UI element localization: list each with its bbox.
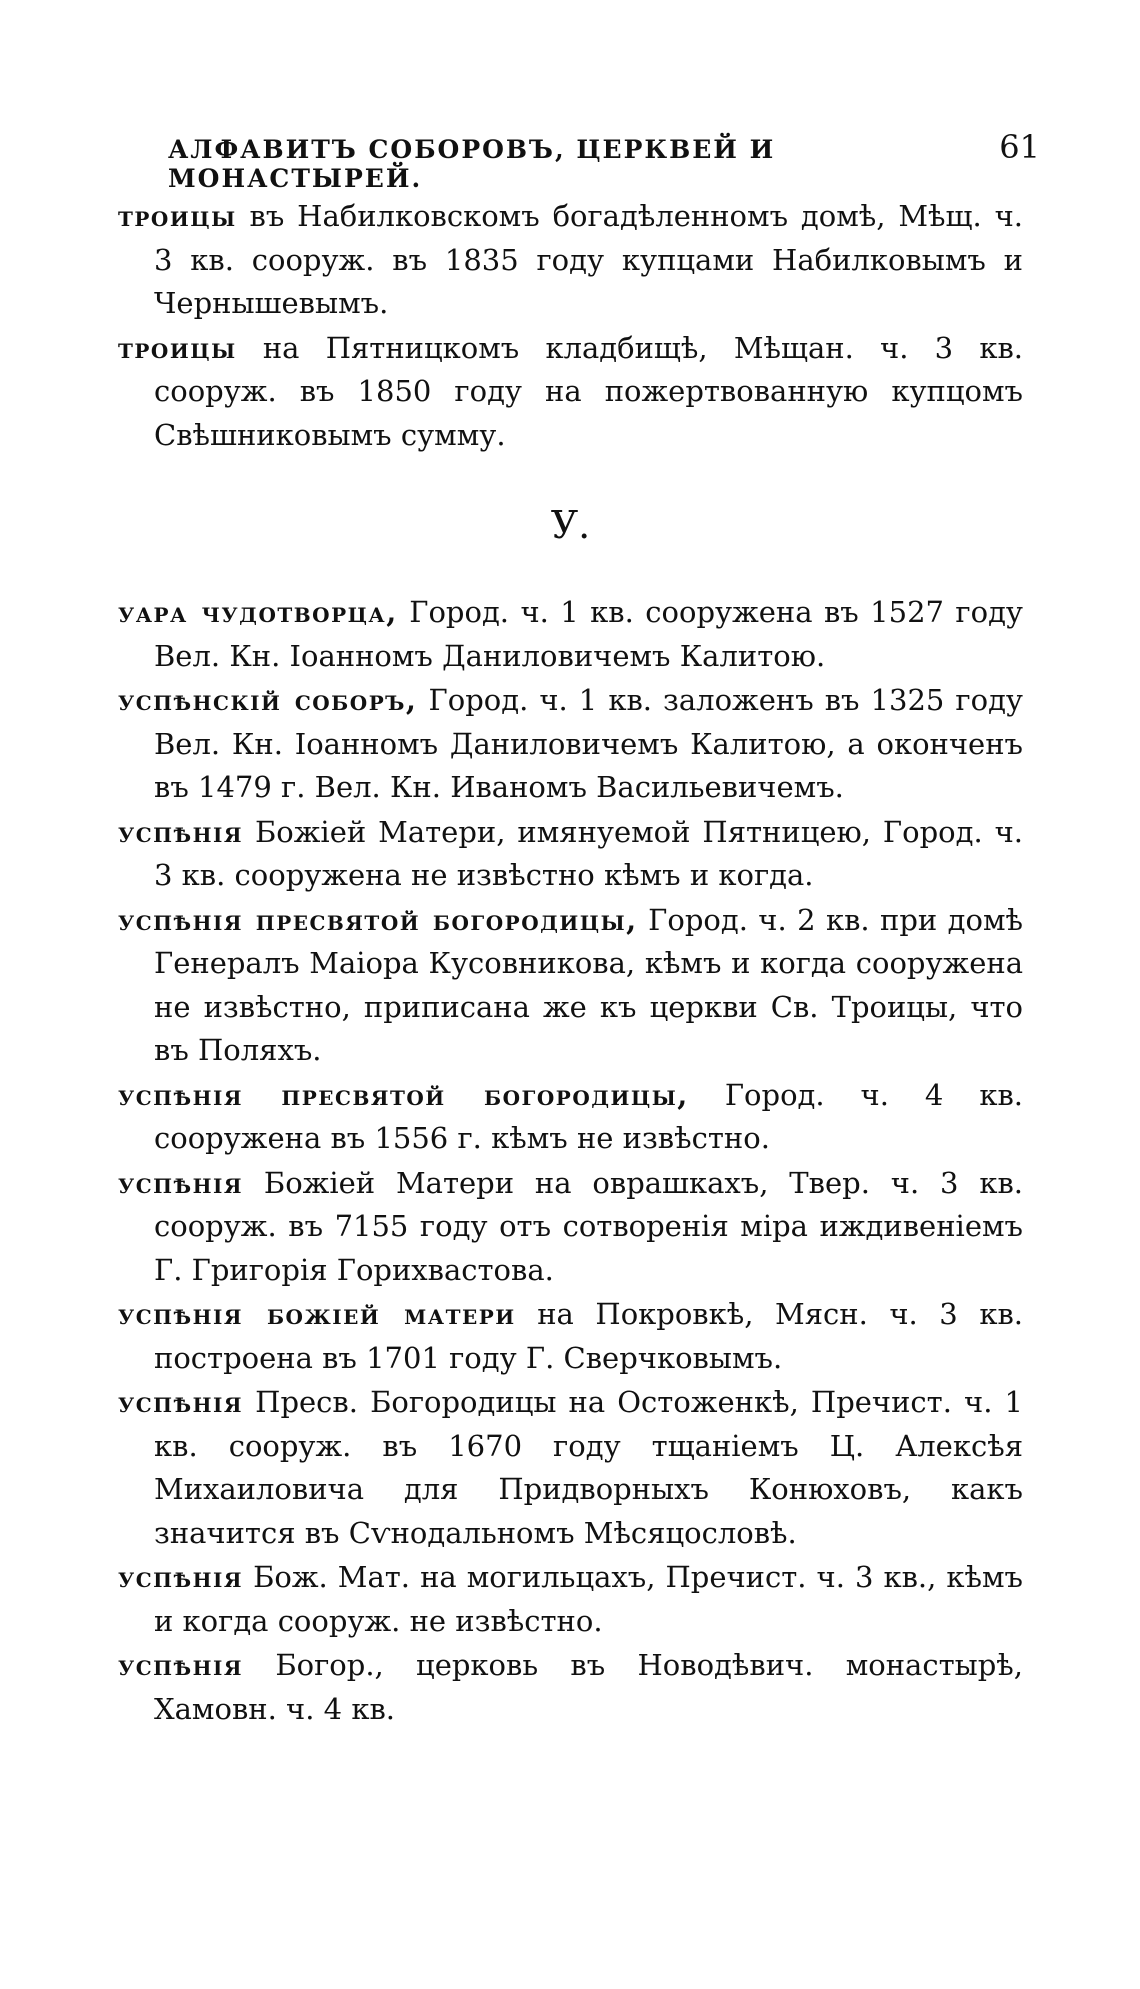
entry-heading: успѣнія пресвятой богородицы, (118, 1077, 689, 1112)
section-letter: У. (550, 503, 591, 547)
entry-heading: троицы (118, 330, 237, 365)
entry (118, 1381, 1023, 1555)
entry-text: Город. ч. 2 кв. при домѣ Генералъ Маіора Кусовникова, кѣмъ и когда сооружена не извѣстно, приписана же къ церкви Св. Троицы, что въ Поляхъ. (154, 902, 1023, 1067)
entry (118, 1556, 1023, 1643)
entry-text: на Пятницкомъ кладбищѣ, Мѣщан. ч. 3 кв. сооруж. въ 1850 году на пожертвованную купцомъ Свѣшниковымъ сумму. (154, 330, 1024, 452)
entry (118, 591, 1023, 678)
entry-text: Город. ч. 4 кв. сооружена въ 1556 г. кѣмъ не извѣстно. (154, 1077, 1023, 1155)
entry-heading: успѣнія (118, 1648, 244, 1682)
entry-heading: успѣнія пресвятой богородицы, (118, 902, 638, 937)
header-title: АЛФАВИТЪ СОБОРОВЪ, ЦЕРКВЕЙ И МОНАСТЫРЕЙ. (168, 135, 776, 193)
entry-list (118, 195, 1023, 1732)
entry (118, 1644, 1023, 1731)
entry-heading: успѣнскій соборъ, (118, 683, 418, 717)
entry-heading: успѣнія (118, 814, 244, 849)
entry (118, 1293, 1023, 1380)
entry-text: Город. ч. 1 кв. заложенъ въ 1325 году Вел. Кн. Іоанномъ Даниловичемъ Калитою, а оконченъ въ 1479 г. Вел. Кн. Иваномъ Васильевичемъ. (154, 683, 1023, 804)
entry-heading: уара чудотворца, (118, 595, 398, 629)
entry (118, 195, 1023, 326)
page-number: 61 (999, 128, 1040, 166)
entry (118, 679, 1023, 810)
entry-text: Пресв. Богородицы на Остоженкѣ, Пречист. ч. 1 кв. сооруж. въ 1670 году тщаніемъ Ц. Алексѣя Михаиловича для Придворныхъ Конюховъ, какъ значится въ Сѵнодальномъ Мѣсяцословѣ. (154, 1385, 1024, 1550)
entry (118, 899, 1023, 1073)
entry (118, 811, 1023, 898)
entry-heading: успѣнія (118, 1560, 244, 1594)
entry-heading: успѣнія (118, 1165, 244, 1200)
entry (118, 1162, 1023, 1293)
entry-heading: успѣнія божіей матери (118, 1297, 516, 1331)
entry-heading: успѣнія (118, 1385, 244, 1419)
running-header (168, 128, 1040, 193)
entry-text: Богор., церковь въ Новодѣвич. монастырѣ, Хамовн. ч. 4 кв. (154, 1648, 1023, 1726)
entry-text: Божіей Матери на оврашкахъ, Твер. ч. 3 кв. сооруж. въ 7155 году отъ сотворенія міра иждивеніемъ Г. Григорія Горихвастова. (154, 1165, 1024, 1287)
entry-text: Город. ч. 1 кв. сооружена въ 1527 году Вел. Кн. Іоанномъ Даниловичемъ Калитою. (154, 595, 1023, 673)
entry-heading: троицы (118, 199, 237, 233)
entry (118, 1074, 1023, 1161)
entry-text: на Покровкѣ, Мясн. ч. 3 кв. построена въ 1701 году Г. Сверчковымъ. (154, 1297, 1023, 1375)
entry-text: Бож. Мат. на могильцахъ, Пречист. ч. 3 кв., кѣмъ и когда сооруж. не извѣстно. (154, 1560, 1023, 1638)
entry (118, 327, 1023, 458)
entry-text: въ Набилковскомъ богадѣленномъ домѣ, Мѣщ. ч. 3 кв. сооруж. въ 1835 году купцами Набилковымъ и Чернышевымъ. (154, 199, 1023, 320)
entry-text: Божіей Матери, имянуемой Пятницею, Город. ч. 3 кв. сооружена не извѣстно кѣмъ и когда. (154, 814, 1024, 892)
